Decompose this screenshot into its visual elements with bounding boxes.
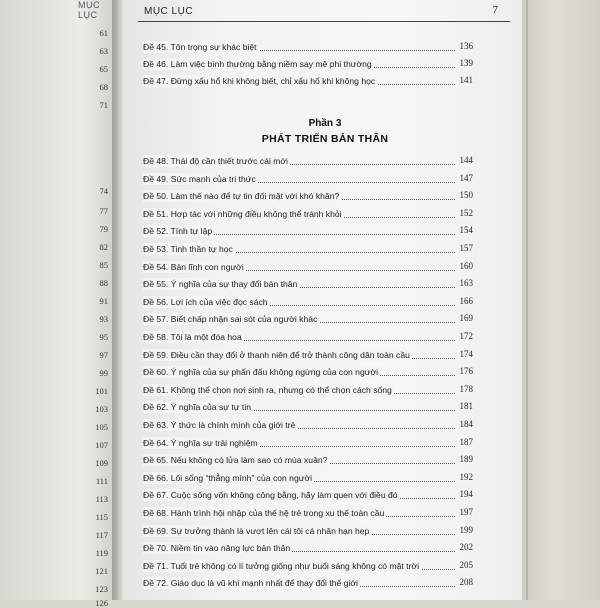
toc-entry-title: Đề 49. Sức mạnh của tri thức bbox=[143, 173, 256, 184]
toc-entry-page: 150 bbox=[459, 190, 473, 201]
toc-entry-page: 172 bbox=[459, 331, 473, 341]
toc-entry-page: 208 bbox=[459, 577, 473, 588]
toc-entry bbox=[143, 331, 473, 345]
toc-entry-title: Đề 67. Cuộc sống vốn không công bằng, hãy làm quen với điều đó bbox=[143, 490, 398, 501]
previous-page-number: 105 bbox=[95, 422, 108, 432]
toc-entry bbox=[143, 313, 473, 327]
previous-page-number: 68 bbox=[99, 82, 108, 92]
toc-entry-title: Đề 52. Tính tự lập bbox=[143, 226, 213, 237]
previous-page-number: 74 bbox=[99, 186, 108, 196]
toc-entry bbox=[143, 525, 473, 539]
toc-entry-title: Đề 57. Biết chấp nhận sai sót của người khác bbox=[143, 314, 318, 325]
toc-entry-title: Đề 53. Tinh thần tự học bbox=[143, 244, 233, 254]
toc-entry-page: 147 bbox=[459, 172, 473, 183]
toc-entry bbox=[143, 155, 473, 169]
toc-entry-page: 176 bbox=[459, 366, 473, 377]
toc-entry-title: Đề 69. Sự trưởng thành là vượt lên cái tôi cá nhân hạn hẹp bbox=[143, 525, 370, 536]
toc-entry-page: 174 bbox=[459, 348, 473, 359]
previous-page-number: 79 bbox=[99, 224, 108, 234]
toc-entry-page: 178 bbox=[459, 383, 473, 394]
toc-entry-page: 166 bbox=[459, 295, 473, 306]
toc-entry-page: 192 bbox=[459, 471, 473, 482]
previous-page-header: MỤC LỤC bbox=[78, 0, 100, 20]
page-header bbox=[138, 6, 508, 20]
previous-page-number: 117 bbox=[95, 530, 108, 540]
previous-page-number: 115 bbox=[95, 512, 108, 522]
previous-page-number: 95 bbox=[99, 332, 108, 342]
previous-page-number: 103 bbox=[95, 404, 108, 414]
toc-entry bbox=[143, 225, 473, 239]
previous-page-number: 65 bbox=[99, 64, 108, 74]
toc-entry-page: 163 bbox=[459, 278, 473, 289]
toc-entry-page: 189 bbox=[459, 454, 473, 465]
toc-entry-title: Đề 45. Tôn trọng sự khác biệt bbox=[143, 42, 257, 52]
toc-entry-title: Đề 70. Niềm tin vào năng lực bản thân bbox=[143, 543, 291, 554]
toc-entry-page: 187 bbox=[459, 436, 473, 447]
previous-page-number: 126 bbox=[95, 598, 108, 608]
toc-entry-title: Đề 66. Lối sống “thẳng mình” của con người bbox=[143, 472, 313, 483]
toc-entry-title: Đề 50. Làm thế nào để tự tin đối mặt với khó khăn? bbox=[143, 191, 340, 202]
toc-entry-title: Đề 51. Hợp tác với những điều không thể tránh khỏi bbox=[143, 208, 342, 219]
toc-entry-title: Đề 61. Không thể chọn nơi sinh ra, nhưng có thể chọn cách sống bbox=[143, 384, 392, 395]
previous-page-number: 123 bbox=[95, 584, 108, 594]
toc-entry bbox=[143, 454, 473, 468]
toc-entry bbox=[143, 366, 473, 380]
toc-entry-page: 194 bbox=[459, 489, 473, 500]
toc-entry-page: 184 bbox=[459, 419, 473, 429]
toc-entry-page: 199 bbox=[459, 524, 473, 535]
toc-entry bbox=[143, 489, 473, 503]
previous-page-number: 109 bbox=[95, 458, 108, 468]
toc-entry-title: Đề 64. Ý nghĩa sự trải nghiệm bbox=[143, 437, 258, 448]
book-page-edges bbox=[522, 0, 600, 600]
previous-page-number: 121 bbox=[95, 566, 108, 576]
toc-entry-title: Đề 60. Ý nghĩa của sự phấn đấu không ngừng của con người bbox=[143, 367, 379, 378]
toc-entry-page: 152 bbox=[459, 207, 473, 218]
page-number: 7 bbox=[492, 4, 498, 16]
previous-page-number: 113 bbox=[95, 494, 108, 504]
toc-entry-page: 154 bbox=[459, 225, 473, 236]
toc-entry bbox=[143, 472, 473, 486]
previous-page-number: 91 bbox=[99, 296, 108, 306]
previous-page-number: 107 bbox=[95, 440, 108, 450]
toc-entry bbox=[143, 75, 473, 89]
toc-entry bbox=[143, 278, 473, 292]
previous-page-number: 82 bbox=[99, 242, 108, 252]
toc-entry-page: 136 bbox=[459, 41, 473, 51]
toc-entry bbox=[143, 58, 473, 72]
toc-entry-title: Đề 68. Hành trình hội nhập của thế hệ trẻ trong xu thế toàn cầu bbox=[143, 508, 385, 518]
toc-entry-title: Đề 65. Nếu không có lửa làm sao có mùa xuân? bbox=[143, 455, 328, 466]
previous-page-number: 97 bbox=[99, 350, 108, 360]
toc-entry-title: Đề 62. Ý nghĩa của sự tự tin bbox=[143, 402, 252, 413]
toc-entry bbox=[143, 41, 473, 55]
part-label: Phần 3 bbox=[308, 118, 342, 129]
toc-entry-page: 139 bbox=[459, 58, 473, 68]
toc-entry bbox=[143, 401, 473, 415]
previous-page bbox=[0, 0, 118, 608]
toc-entry-title: Đề 48. Thái độ cần thiết trước cái mới bbox=[143, 156, 288, 166]
previous-page-number: 77 bbox=[99, 206, 108, 216]
previous-page-number: 119 bbox=[95, 548, 108, 558]
toc-entry-title: Đề 72. Giáo dục là vũ khí mạnh nhất để thay đổi thế giới bbox=[143, 578, 358, 589]
toc-entry-title: Đề 46. Làm việc bình thường bằng niềm say mê phi thường bbox=[143, 59, 372, 69]
part-title: PHÁT TRIỂN BẢN THÂN bbox=[261, 133, 389, 145]
toc-entry-page: 144 bbox=[459, 155, 473, 165]
toc-entry-page: 197 bbox=[459, 507, 473, 517]
previous-page-number: 93 bbox=[99, 314, 108, 324]
toc-entry bbox=[143, 577, 473, 591]
toc-entry bbox=[143, 349, 473, 363]
toc-entry bbox=[143, 560, 473, 574]
previous-page-number: 71 bbox=[99, 100, 108, 110]
toc-entry-title: Đề 59. Điều cần thay đổi ở thanh niên để trở thành công dân toàn cầu bbox=[143, 349, 410, 360]
toc-entry-page: 205 bbox=[459, 559, 473, 570]
toc-entry-page: 169 bbox=[459, 313, 473, 324]
page-header-title: MỤC LỤC bbox=[144, 6, 194, 17]
toc-entry-title: Đề 56. Lợi ích của việc đọc sách bbox=[143, 296, 268, 307]
toc-entry bbox=[143, 261, 473, 275]
toc-entry-title: Đề 47. Đừng xấu hổ khi không biết, chỉ xấu hổ khi không học bbox=[143, 76, 376, 86]
toc-entry bbox=[143, 437, 473, 451]
toc-entry bbox=[143, 173, 473, 187]
toc-entry-title: Đề 63. Ý thức là chính mình của giới trẻ bbox=[143, 420, 296, 430]
toc-entry bbox=[143, 243, 473, 257]
toc-entry bbox=[143, 507, 473, 521]
previous-page-number: 85 bbox=[99, 260, 108, 270]
toc-entry-page: 157 bbox=[459, 243, 473, 253]
previous-page-number: 88 bbox=[99, 278, 108, 288]
previous-page-number: 99 bbox=[99, 368, 108, 378]
header-rule bbox=[138, 21, 510, 22]
toc-entry-page: 160 bbox=[459, 260, 473, 271]
toc-entry bbox=[143, 384, 473, 398]
toc-entry-title: Đề 54. Bản lĩnh con người bbox=[143, 261, 244, 272]
previous-page-number: 63 bbox=[99, 46, 108, 56]
previous-page-number: 101 bbox=[95, 386, 108, 396]
toc-entry-page: 202 bbox=[459, 542, 473, 553]
previous-page-number: 61 bbox=[99, 28, 108, 38]
page-gutter-shadow bbox=[112, 0, 126, 600]
toc-entry bbox=[143, 208, 473, 222]
toc-entry bbox=[143, 542, 473, 556]
previous-page-number: 111 bbox=[95, 476, 108, 486]
toc-entry-title: Đề 55. Ý nghĩa của sự thay đổi bản thân bbox=[143, 279, 298, 290]
toc-entry-title: Đề 58. Tôi là một đóa hoa bbox=[143, 332, 242, 342]
toc-entry-page: 181 bbox=[459, 401, 473, 412]
toc-entry bbox=[143, 419, 473, 433]
toc-entry bbox=[143, 190, 473, 204]
toc-entry-page: 141 bbox=[459, 75, 473, 85]
toc-entry-title: Đề 71. Tuổi trẻ không có lí tưởng giống như buổi sáng không có mặt trời bbox=[143, 560, 419, 571]
toc-entry bbox=[143, 296, 473, 310]
